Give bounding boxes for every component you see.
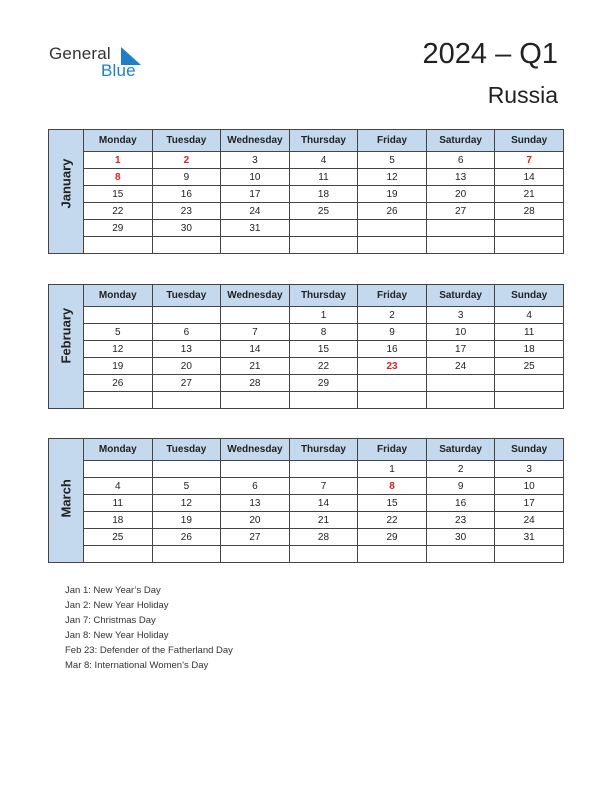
- week-row: [49, 220, 564, 237]
- day-cell: 10: [495, 478, 564, 495]
- day-cell: [289, 220, 358, 237]
- day-cell: 1: [289, 307, 358, 324]
- day-cell: 20: [221, 512, 290, 529]
- day-cell: 13: [221, 495, 290, 512]
- day-cell: 16: [358, 341, 427, 358]
- week-row: [49, 186, 564, 203]
- day-cell: 17: [495, 495, 564, 512]
- day-cell: [289, 546, 358, 563]
- holiday-notes: [65, 583, 233, 673]
- day-cell: [152, 237, 221, 254]
- day-cell: 23: [426, 512, 495, 529]
- day-cell: 19: [84, 358, 153, 375]
- weekday-header: Saturday: [426, 439, 495, 461]
- weekday-header: Friday: [358, 130, 427, 152]
- day-cell: 22: [358, 512, 427, 529]
- day-cell: [426, 375, 495, 392]
- day-cell: [84, 392, 153, 409]
- weekday-header: Tuesday: [152, 130, 221, 152]
- month-label-cell: [49, 130, 84, 254]
- month-label: January: [58, 158, 74, 209]
- weekday-header: Monday: [84, 285, 153, 307]
- weekday-header-row: [49, 439, 564, 461]
- month-table: [48, 129, 564, 254]
- weekday-header: Friday: [358, 439, 427, 461]
- day-cell: 7: [289, 478, 358, 495]
- month-label: February: [58, 307, 74, 364]
- day-cell: 20: [152, 358, 221, 375]
- weekday-header: Saturday: [426, 130, 495, 152]
- week-row: [49, 512, 564, 529]
- day-cell: 11: [495, 324, 564, 341]
- day-cell: [221, 307, 290, 324]
- holiday-note: Feb 23: Defender of the Fatherland Day: [65, 645, 233, 656]
- weekday-header: Thursday: [289, 439, 358, 461]
- calendar-january: [48, 129, 564, 254]
- month-table: [48, 284, 564, 409]
- day-cell: 23: [358, 358, 427, 375]
- day-cell: 22: [289, 358, 358, 375]
- week-row: [49, 495, 564, 512]
- day-cell: 12: [84, 341, 153, 358]
- day-cell: 6: [221, 478, 290, 495]
- day-cell: 12: [152, 495, 221, 512]
- day-cell: 17: [426, 341, 495, 358]
- holiday-note: Jan 1: New Year’s Day: [65, 585, 161, 596]
- country-name: Russia: [487, 82, 558, 108]
- day-cell: 3: [426, 307, 495, 324]
- day-cell: 5: [84, 324, 153, 341]
- day-cell: 26: [84, 375, 153, 392]
- week-row: [49, 203, 564, 220]
- day-cell: 14: [221, 341, 290, 358]
- day-cell: 18: [84, 512, 153, 529]
- week-row: [49, 341, 564, 358]
- week-row: [49, 478, 564, 495]
- holiday-note: Mar 8: International Women’s Day: [65, 660, 209, 671]
- holiday-note: Jan 2: New Year Holiday: [65, 600, 169, 611]
- day-cell: 11: [289, 169, 358, 186]
- day-cell: 18: [289, 186, 358, 203]
- day-cell: 24: [495, 512, 564, 529]
- week-row: [49, 375, 564, 392]
- day-cell: 21: [289, 512, 358, 529]
- week-row: [49, 529, 564, 546]
- day-cell: 6: [426, 152, 495, 169]
- day-cell: [221, 461, 290, 478]
- day-cell: [289, 237, 358, 254]
- day-cell: [84, 461, 153, 478]
- day-cell: 8: [289, 324, 358, 341]
- day-cell: 25: [495, 358, 564, 375]
- day-cell: 15: [358, 495, 427, 512]
- day-cell: 4: [495, 307, 564, 324]
- holiday-note: Jan 8: New Year Holiday: [65, 630, 169, 641]
- day-cell: 16: [152, 186, 221, 203]
- weekday-header: Tuesday: [152, 439, 221, 461]
- day-cell: [152, 461, 221, 478]
- page-title: 2024 – Q1: [422, 38, 558, 70]
- weekday-header: Monday: [84, 439, 153, 461]
- weekday-header: Thursday: [289, 130, 358, 152]
- day-cell: 11: [84, 495, 153, 512]
- day-cell: [152, 392, 221, 409]
- weekday-header: Wednesday: [221, 439, 290, 461]
- day-cell: 21: [221, 358, 290, 375]
- day-cell: 27: [221, 529, 290, 546]
- month-label: March: [58, 479, 74, 518]
- day-cell: 31: [495, 529, 564, 546]
- day-cell: [358, 220, 427, 237]
- day-cell: 22: [84, 203, 153, 220]
- day-cell: 10: [426, 324, 495, 341]
- day-cell: [221, 392, 290, 409]
- day-cell: 9: [358, 324, 427, 341]
- week-row: [49, 392, 564, 409]
- day-cell: [358, 375, 427, 392]
- day-cell: 27: [426, 203, 495, 220]
- day-cell: [426, 392, 495, 409]
- month-label-cell: [49, 439, 84, 563]
- day-cell: 25: [289, 203, 358, 220]
- day-cell: 19: [358, 186, 427, 203]
- week-row: [49, 152, 564, 169]
- day-cell: [495, 220, 564, 237]
- day-cell: 6: [152, 324, 221, 341]
- day-cell: 8: [84, 169, 153, 186]
- day-cell: 29: [289, 375, 358, 392]
- weekday-header-row: [49, 285, 564, 307]
- week-row: [49, 237, 564, 254]
- day-cell: 29: [358, 529, 427, 546]
- day-cell: [426, 237, 495, 254]
- day-cell: 24: [221, 203, 290, 220]
- day-cell: 27: [152, 375, 221, 392]
- day-cell: 18: [495, 341, 564, 358]
- day-cell: 16: [426, 495, 495, 512]
- day-cell: 20: [426, 186, 495, 203]
- day-cell: [495, 392, 564, 409]
- day-cell: 13: [426, 169, 495, 186]
- week-row: [49, 307, 564, 324]
- day-cell: [426, 546, 495, 563]
- day-cell: 25: [84, 529, 153, 546]
- month-label-cell: [49, 285, 84, 409]
- day-cell: [152, 307, 221, 324]
- day-cell: 28: [495, 203, 564, 220]
- weekday-header-row: [49, 130, 564, 152]
- day-cell: 14: [289, 495, 358, 512]
- day-cell: 7: [221, 324, 290, 341]
- day-cell: 30: [426, 529, 495, 546]
- day-cell: [495, 375, 564, 392]
- day-cell: [84, 237, 153, 254]
- week-row: [49, 324, 564, 341]
- day-cell: 28: [221, 375, 290, 392]
- day-cell: 5: [152, 478, 221, 495]
- day-cell: [426, 220, 495, 237]
- day-cell: 17: [221, 186, 290, 203]
- day-cell: 30: [152, 220, 221, 237]
- week-row: [49, 358, 564, 375]
- week-row: [49, 169, 564, 186]
- day-cell: [289, 461, 358, 478]
- weekday-header: Tuesday: [152, 285, 221, 307]
- day-cell: 2: [358, 307, 427, 324]
- weekday-header: Friday: [358, 285, 427, 307]
- day-cell: 7: [495, 152, 564, 169]
- day-cell: 12: [358, 169, 427, 186]
- day-cell: 4: [289, 152, 358, 169]
- day-cell: 5: [358, 152, 427, 169]
- day-cell: 3: [495, 461, 564, 478]
- day-cell: [152, 546, 221, 563]
- day-cell: 15: [84, 186, 153, 203]
- day-cell: [358, 546, 427, 563]
- weekday-header: Sunday: [495, 130, 564, 152]
- calendar-march: [48, 438, 564, 563]
- day-cell: [495, 546, 564, 563]
- weekday-header: Wednesday: [221, 130, 290, 152]
- holiday-note: Jan 7: Christmas Day: [65, 615, 156, 626]
- day-cell: 29: [84, 220, 153, 237]
- logo-text-general: General: [49, 44, 111, 63]
- weekday-header: Wednesday: [221, 285, 290, 307]
- day-cell: 9: [426, 478, 495, 495]
- generalblue-logo: [49, 44, 149, 84]
- logo-text-blue: Blue: [101, 61, 136, 80]
- weekday-header: Sunday: [495, 439, 564, 461]
- day-cell: 28: [289, 529, 358, 546]
- day-cell: [495, 237, 564, 254]
- weekday-header: Thursday: [289, 285, 358, 307]
- day-cell: 14: [495, 169, 564, 186]
- weekday-header: Monday: [84, 130, 153, 152]
- day-cell: [358, 392, 427, 409]
- day-cell: [84, 546, 153, 563]
- day-cell: 26: [358, 203, 427, 220]
- day-cell: [221, 546, 290, 563]
- calendar-february: [48, 284, 564, 409]
- month-table: [48, 438, 564, 563]
- day-cell: 1: [358, 461, 427, 478]
- day-cell: 21: [495, 186, 564, 203]
- day-cell: 9: [152, 169, 221, 186]
- day-cell: [221, 237, 290, 254]
- day-cell: 8: [358, 478, 427, 495]
- day-cell: 2: [152, 152, 221, 169]
- week-row: [49, 461, 564, 478]
- day-cell: 23: [152, 203, 221, 220]
- day-cell: 10: [221, 169, 290, 186]
- day-cell: [358, 237, 427, 254]
- week-row: [49, 546, 564, 563]
- weekday-header: Sunday: [495, 285, 564, 307]
- day-cell: [289, 392, 358, 409]
- day-cell: 19: [152, 512, 221, 529]
- day-cell: 15: [289, 341, 358, 358]
- day-cell: 4: [84, 478, 153, 495]
- day-cell: 31: [221, 220, 290, 237]
- day-cell: 2: [426, 461, 495, 478]
- day-cell: 26: [152, 529, 221, 546]
- day-cell: 3: [221, 152, 290, 169]
- day-cell: 13: [152, 341, 221, 358]
- day-cell: 1: [84, 152, 153, 169]
- day-cell: 24: [426, 358, 495, 375]
- weekday-header: Saturday: [426, 285, 495, 307]
- day-cell: [84, 307, 153, 324]
